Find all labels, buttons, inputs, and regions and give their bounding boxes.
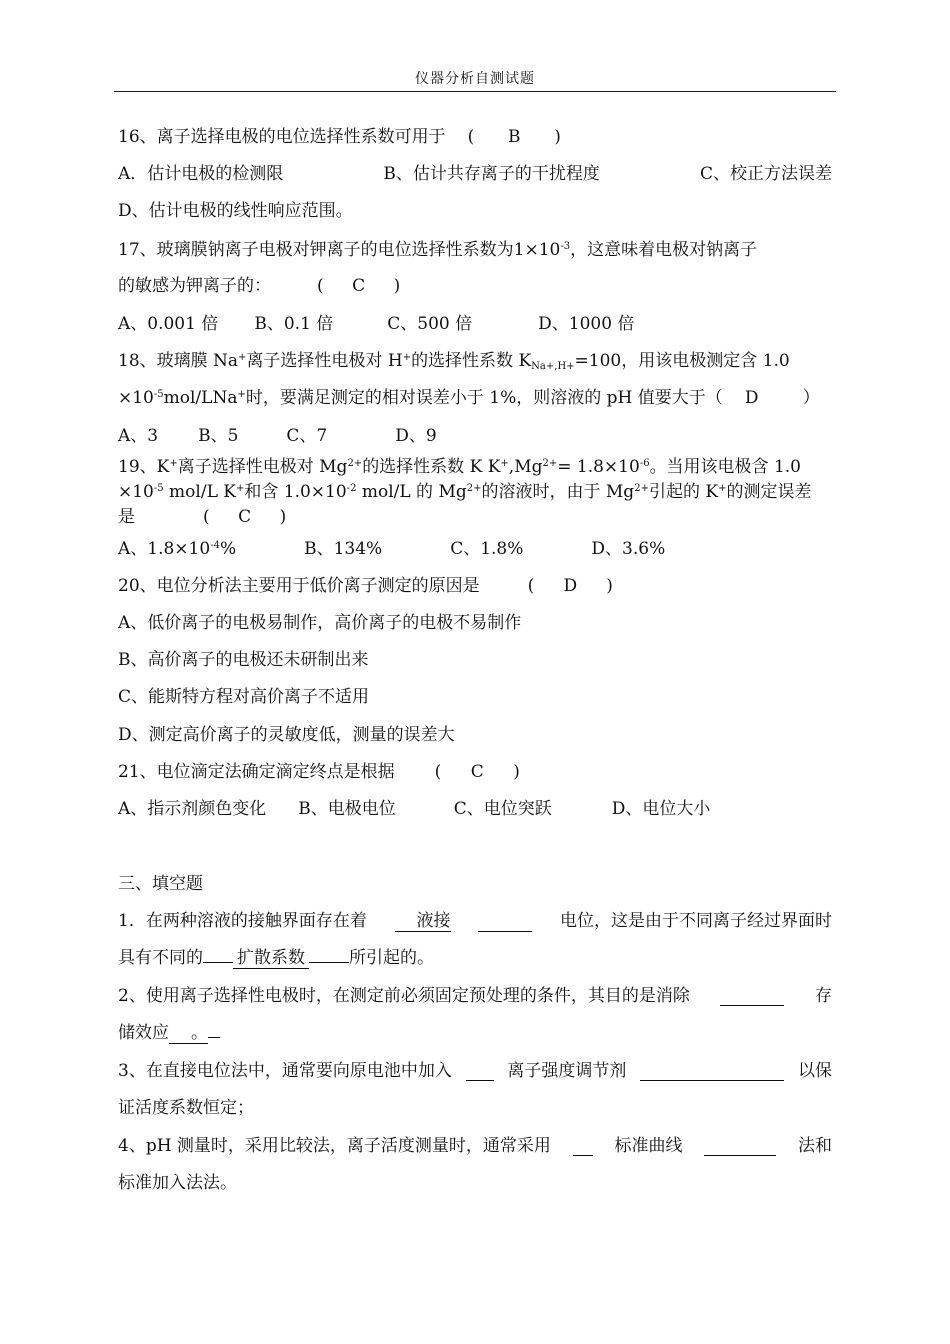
f1-line2 <box>118 943 434 969</box>
q19-l1-e: = 1.8×10 <box>557 457 640 477</box>
q17-option-a: A、0.001 倍 <box>118 314 219 334</box>
q18-line2-a: ×10 <box>118 388 154 408</box>
q19-l2-d: mol/L 的 Mg <box>356 482 467 502</box>
f2-blank-2: 。 <box>169 1018 208 1044</box>
q21-options-row <box>118 794 710 819</box>
q18-line1-a: 18、玻璃膜 Na <box>118 351 239 371</box>
q19-sup-plus-2: + <box>500 458 509 469</box>
q20-option-a: A、低价离子的电极易制作，高价离子的电极不易制作 <box>118 613 522 633</box>
f1-blank-2-lead <box>203 962 233 963</box>
q21-stem-line <box>118 757 520 782</box>
q20-option-c: C、能斯特方程对高价离子不适用 <box>118 687 370 707</box>
q20-stem: 20、电位分析法主要用于低价离子测定的原因是 <box>118 576 480 596</box>
q19-option-a-tail: % <box>219 539 237 559</box>
f3-blank-tail <box>640 1056 784 1081</box>
q19-l1-d: ,Mg <box>508 457 543 477</box>
f1-l1-a: 1．在两种溶液的接触界面存在着 <box>118 911 367 931</box>
q19-paren-close: ) <box>279 507 287 527</box>
q18-option-b: B、5 <box>198 426 239 446</box>
q16-paren-open: ( <box>467 127 475 147</box>
q20-paren-open: ( <box>527 576 535 596</box>
q17-option-c: C、500 倍 <box>387 314 473 334</box>
q18-sup-plus-1: + <box>238 352 247 363</box>
q19-option-a: A、1.8×10 <box>118 539 211 559</box>
q19-option-d: D、3.6% <box>591 539 666 559</box>
q19-sup-2plus-3: 2+ <box>466 483 482 494</box>
q17-line2-text: 的敏感为钾离子的： <box>118 276 271 296</box>
q16-stem: 16、离子选择电极的电位选择性系数可用于 <box>118 127 446 147</box>
header-divider <box>114 91 836 92</box>
f2-line1 <box>118 981 832 1006</box>
q19-l2-f: 引起的 K <box>648 482 719 502</box>
f3-line2: 证活度系数恒定； <box>118 1098 254 1118</box>
q18-line1-c: 的选择性系数 K <box>411 351 532 371</box>
q16-answer: B <box>508 127 521 147</box>
q18-options-row <box>118 421 437 446</box>
q18-line2-c: 时，要满足测定的相对误差小于 1%，则溶液的 pH 值要大于（ <box>245 388 723 408</box>
q20-paren-close: ) <box>606 576 613 596</box>
q18-paren-close: ） <box>802 388 820 408</box>
f3-blank: 离子强度调节剂 <box>507 1061 627 1081</box>
f1-l2-a: 具有不同的 <box>118 948 203 968</box>
f4-blank: 标准曲线 <box>614 1136 683 1156</box>
section-title-fill-in: 三、填空题 <box>118 874 203 894</box>
q19-sup-2plus-4: 2+ <box>634 483 649 494</box>
f4-l1-a: 4、pH 测量时，采用比较法，离子活度测量时，通常采用 <box>118 1136 551 1156</box>
f1-l2-b: 所引起的。 <box>349 948 434 968</box>
q19-paren-open: ( <box>203 507 210 527</box>
q19-exponent-2: -5 <box>153 483 164 494</box>
q16-option-c: C、校正方法误差 <box>699 164 832 184</box>
q18-sup-plus-3: + <box>237 389 246 400</box>
q19-answer: C <box>238 507 252 527</box>
q17-paren-open: ( <box>317 276 324 296</box>
q19-l2-g: 的测定误差 <box>726 482 812 502</box>
q17-paren-close: ) <box>393 276 401 296</box>
q19-option-c: C、1.8% <box>450 539 524 559</box>
f3-l1-b: 以保 <box>797 1061 832 1081</box>
q17-line1-a: 17、玻璃膜钠离子电极对钾离子的电位选择性系数为 <box>118 240 514 260</box>
q19-line2 <box>118 477 811 502</box>
q16-option-a: A．估计电极的检测限 <box>118 164 284 184</box>
q18-sup-plus-2: + <box>402 352 412 363</box>
q16-paren-close: ) <box>554 127 561 147</box>
q17-option-b: B、0.1 倍 <box>254 314 334 334</box>
f2-blank-2-tail <box>208 1037 220 1038</box>
q18-option-c: C、7 <box>286 426 328 446</box>
q21-option-a: A、指示剂颜色变化 <box>118 799 267 819</box>
q20-option-b: B、高价离子的电极还未研制出来 <box>118 650 369 670</box>
q20-option-d: D、测定高价离子的灵敏度低，测量的误差大 <box>118 725 455 745</box>
q18-answer: D <box>744 388 759 408</box>
q17-exponent: -3 <box>560 241 571 252</box>
f4-blank-lead <box>573 1131 593 1156</box>
f2-l1-tail: 存 <box>814 986 832 1006</box>
f1-blank-2-tail <box>309 962 349 963</box>
f2-blank-1 <box>720 981 784 1006</box>
q18-k-subscript: Na+,H+ <box>531 361 575 372</box>
q19-l2-a: ×10 <box>118 482 154 502</box>
q18-option-a: A、3 <box>118 426 159 446</box>
q19-l3: 是 <box>118 507 135 527</box>
f1-blank-2: 扩散系数 <box>233 943 309 969</box>
q17-line1-c: ，这意味着电极对钠离子 <box>570 240 758 260</box>
q21-stem: 21、电位滴定法确定滴定终点是根据 <box>118 762 395 782</box>
q18-line1-b: 离子选择性电极对 H <box>246 351 403 371</box>
q17-line1 <box>118 235 757 260</box>
f4-l1-b: 法和 <box>798 1136 832 1156</box>
q18-line2-b: mol/LNa <box>163 388 238 408</box>
q21-answer: C <box>470 762 484 782</box>
q17-line2 <box>118 271 400 296</box>
q17-options-row <box>118 309 634 334</box>
f2-l1: 2、使用离子选择性电极时，在测定前必须固定预处理的条件，其目的是消除 <box>118 986 690 1006</box>
f1-l1-b: 电位，这是由于不同离子经过界面时 <box>559 911 832 931</box>
f3-line1 <box>118 1056 832 1081</box>
q18-line2 <box>118 383 820 408</box>
f4-line2: 标准加入法法。 <box>118 1173 237 1193</box>
q18-option-d: D、9 <box>395 426 437 446</box>
f1-line1 <box>118 906 832 932</box>
q21-paren-close: ) <box>513 762 520 782</box>
q19-sup-plus-4: + <box>718 483 727 494</box>
f4-line1 <box>118 1131 832 1156</box>
f2-l2: 储效应 <box>118 1023 169 1043</box>
q19-sup-plus-1: + <box>169 458 178 469</box>
q19-option-b: B、134% <box>304 539 383 559</box>
q19-line3 <box>118 502 286 527</box>
q20-stem-line <box>118 571 613 596</box>
q21-paren-open: ( <box>434 762 442 782</box>
q19-line1 <box>118 452 801 477</box>
q18-line1-d: =100，用该电极测定含 1.0 <box>574 351 790 371</box>
q19-l1-f: 。当用该电极含 1.0 <box>649 457 802 477</box>
q20-answer: D <box>563 576 578 596</box>
q17-line1-b: 1×10 <box>513 240 561 260</box>
q19-l2-c: 和含 1.0×10 <box>244 482 347 502</box>
q19-sup-plus-3: + <box>235 483 245 494</box>
f1-blank-1: 液接 <box>395 906 451 932</box>
q19-l1-b: 离子选择性电极对 Mg <box>177 457 348 477</box>
q19-option-a-exponent: -4 <box>210 540 220 551</box>
q16-options-row <box>118 159 832 184</box>
q19-l2-e: 的溶液时，由于 Mg <box>481 482 635 502</box>
q18-line1 <box>118 346 790 371</box>
f3-l1-a: 3、在直接电位法中，通常要向原电池中加入 <box>118 1061 452 1081</box>
q19-exponent-1: -6 <box>639 458 650 469</box>
q21-option-d: D、电位大小 <box>611 799 711 819</box>
q19-options-row <box>118 534 665 559</box>
f4-blank-tail <box>704 1131 776 1156</box>
q17-option-d: D、1000 倍 <box>538 314 635 334</box>
q21-option-c: C、电位突跃 <box>453 799 552 819</box>
f2-line2 <box>118 1018 220 1044</box>
q21-option-b: B、电极电位 <box>298 799 396 819</box>
q16-option-b: B、估计共存离子的干扰程度 <box>383 164 600 184</box>
q19-l1-c: 的选择性系数 K K <box>362 457 501 477</box>
q19-sup-2plus-2: 2+ <box>542 458 558 469</box>
f1-blank-1-tail <box>478 906 532 932</box>
q16-stem-line <box>118 122 561 147</box>
q17-answer: C <box>352 276 366 296</box>
page-header-title: 仪器分析自测试题 <box>415 71 535 87</box>
q16-option-d: D、估计电极的线性响应范围。 <box>118 201 353 221</box>
q19-l1-a: 19、K <box>118 457 170 477</box>
q19-exponent-3: -2 <box>346 483 357 494</box>
q19-l2-b: mol/L K <box>163 482 236 502</box>
f3-blank-lead <box>466 1056 494 1081</box>
q18-exponent: -5 <box>153 389 164 400</box>
q19-sup-2plus-1: 2+ <box>347 458 363 469</box>
